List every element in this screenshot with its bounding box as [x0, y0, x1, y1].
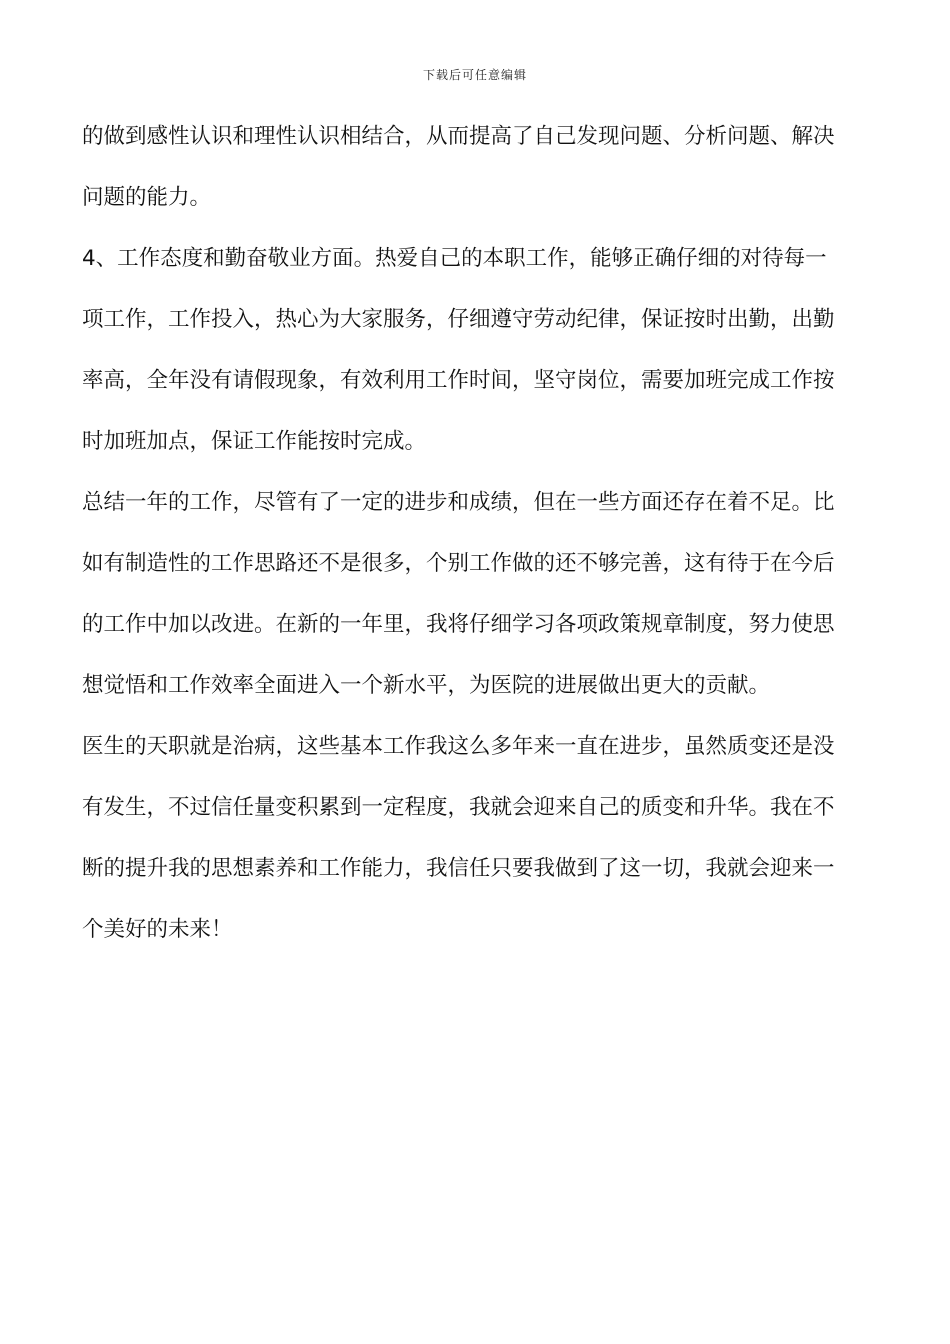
text-line: 想觉悟和工作效率全面进入一个新水平，为医院的进展做出更大的贡献。	[82, 673, 771, 698]
page-header: 下载后可任意编辑	[422, 68, 527, 82]
text-line: 的做到感性认识和理性认识相结合，从而提高了自己发现问题、分析问题、解决	[82, 124, 835, 149]
text-line: 时加班加点，保证工作能按时完成。	[82, 429, 427, 454]
text-line: 有发生，不过信任量变积累到一定程度，我就会迎来自己的质变和升华。我在不	[82, 795, 835, 820]
text-line: 断的提升我的思想素养和工作能力，我信任只要我做到了这一切，我就会迎来一	[82, 856, 835, 881]
text-line: 如有制造性的工作思路还不是很多，个别工作做的还不够完善，这有待于在今后	[82, 551, 835, 576]
text-line: 总结一年的工作，尽管有了一定的进步和成绩，但在一些方面还存在着不足。比	[82, 490, 835, 515]
text-line: 医生的天职就是治病，这些基本工作我这么多年来一直在进步，虽然质变还是没	[82, 734, 835, 759]
text-line: 的工作中加以改进。在新的一年里，我将仔细学习各项政策规章制度，努力使思	[82, 612, 835, 637]
text-line: 4、工作态度和勤奋敬业方面。热爱自己的本职工作，能够正确仔细的对待每一	[82, 246, 827, 271]
text-line: 率高，全年没有请假现象，有效利用工作时间，坚守岗位，需要加班完成工作按	[82, 368, 835, 393]
text-line: 个美好的未来！	[82, 917, 233, 942]
text-line: 项工作，工作投入，热心为大家服务，仔细遵守劳动纪律，保证按时出勤，出勤	[82, 307, 835, 332]
text-line: 问题的能力。	[82, 185, 212, 210]
document-body	[82, 106, 872, 960]
